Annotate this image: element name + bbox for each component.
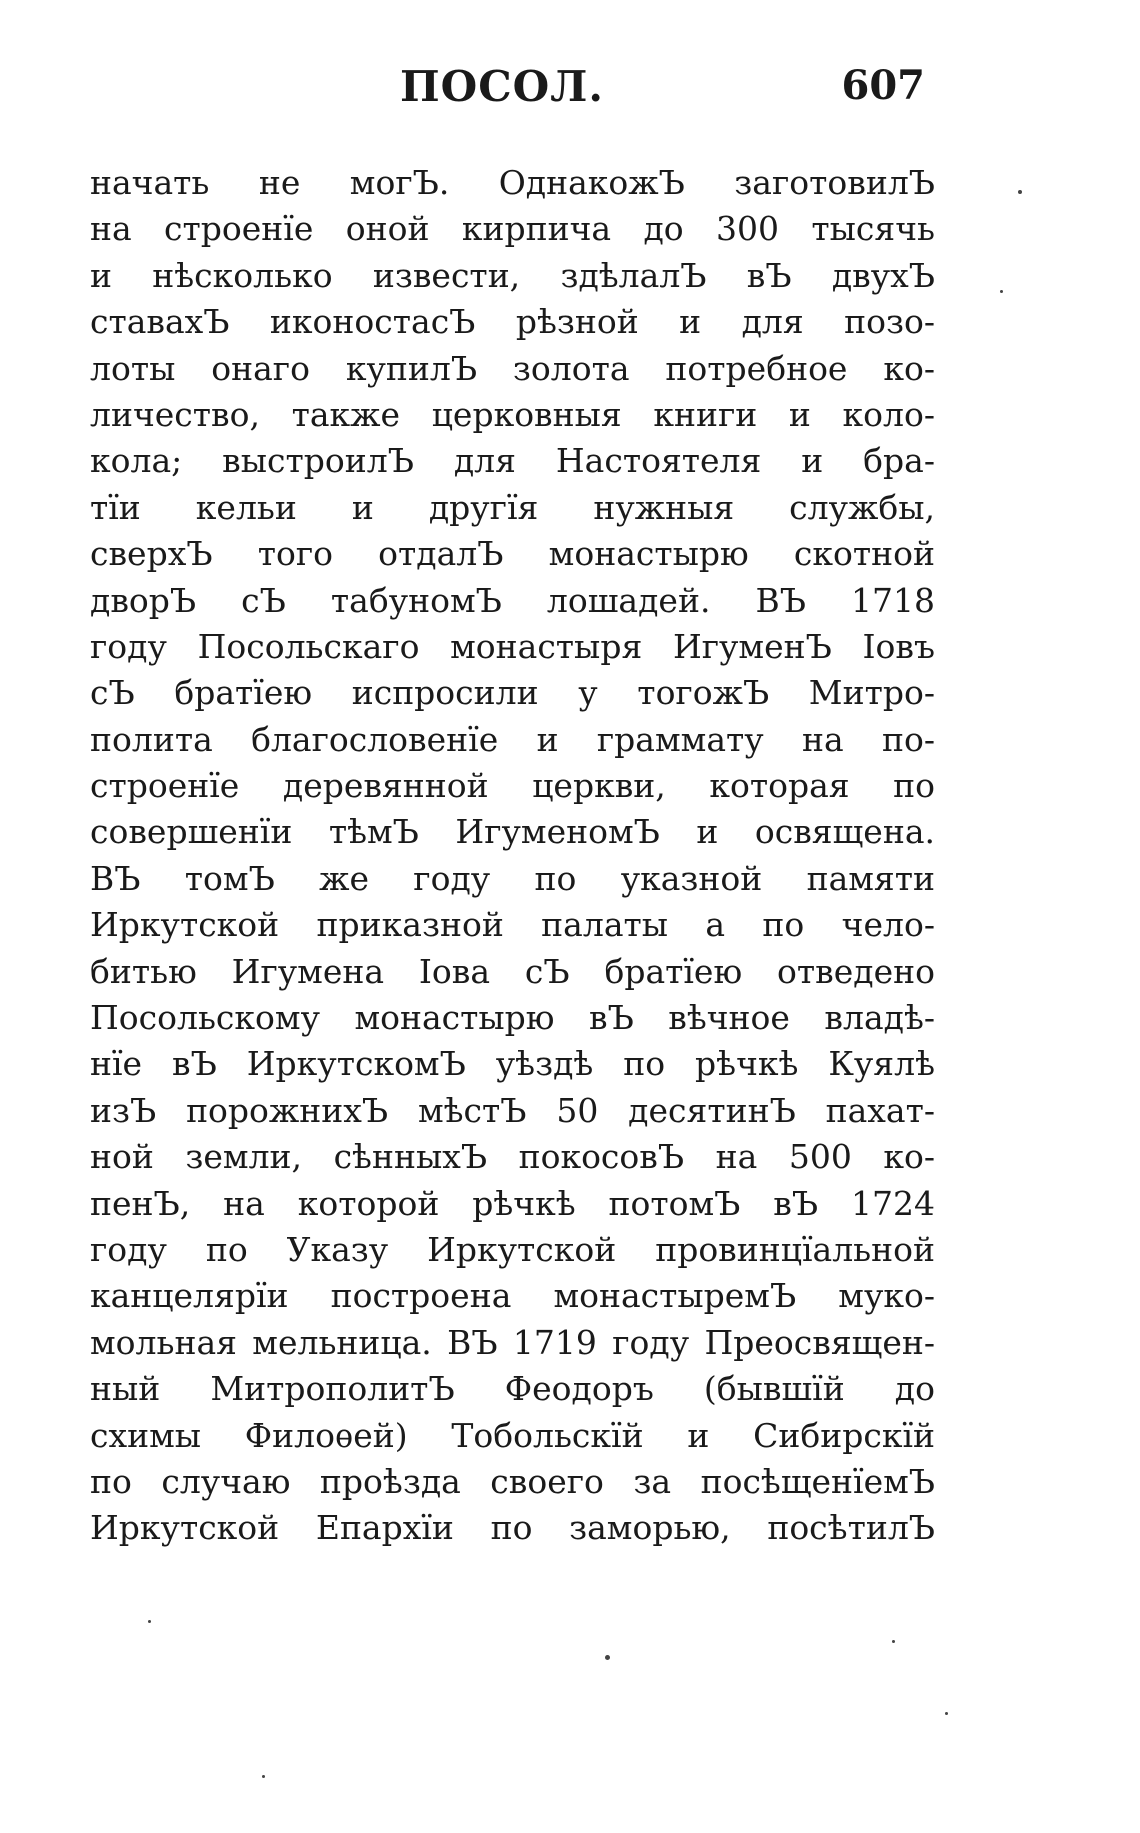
text-line: изЪ порожнихЪ мѣстЪ 50 десятинЪ пахат- — [90, 1090, 935, 1130]
text-line: начать не могЪ. ОднакожЪ заготовилЪ — [90, 163, 935, 202]
scan-speck — [892, 1640, 895, 1643]
text-line: мольная мельница. ВЪ 1719 году Преосвящен- — [90, 1322, 935, 1362]
text-line: и нѣсколько извести, здѣлалЪ вЪ двухЪ — [90, 255, 935, 295]
text-line: канцелярїи построена монастыремЪ муко- — [90, 1276, 935, 1316]
text-line: Иркутской Епархїи по заморью, посѣтилЪ — [90, 1508, 935, 1548]
text-line: сверхЪ того отдалЪ монастырю скотной — [90, 534, 935, 574]
text-line: ставахЪ иконостасЪ рѣзной и для позо- — [90, 302, 935, 342]
body-text — [90, 160, 935, 1552]
running-title: ПОСОЛ. — [400, 62, 605, 111]
text-line: Иркутской приказной палаты а по чело- — [90, 905, 935, 945]
text-line: дворЪ сЪ табуномЪ лошадей. ВЪ 1718 — [90, 580, 935, 620]
page-header — [90, 62, 935, 122]
text-line: пенЪ, на которой рѣчкѣ потомЪ вЪ 1724 — [90, 1183, 935, 1223]
text-line: схимы Филоѳей) Тобольскїй и Сибирскїй — [90, 1415, 935, 1455]
text-line: сЪ братїею испросили у тогожЪ Митро- — [90, 673, 935, 713]
text-line: личество, также церковныя книги и коло- — [90, 394, 935, 434]
text-line: на строенїе оной кирпича до 300 тысячь — [90, 209, 935, 249]
scan-speck — [148, 1620, 151, 1623]
text-line: по случаю проѣзда своего за посѣщенїемЪ — [90, 1461, 935, 1501]
text-line: кола; выстроилЪ для Настоятеля и бра- — [90, 441, 935, 481]
scan-speck — [1018, 190, 1022, 194]
scan-speck — [1000, 290, 1003, 293]
text-line: ВЪ томЪ же году по указной памяти — [90, 858, 935, 898]
scan-speck — [605, 1655, 610, 1660]
text-line: году Посольскаго монастыря ИгуменЪ Іовъ — [90, 626, 935, 666]
text-line: году по Указу Иркутской провинцїальной — [90, 1229, 935, 1269]
text-line: совершенїи тѣмЪ ИгуменомЪ и освящена. — [90, 812, 935, 852]
text-line: ной земли, сѣнныхЪ покосовЪ на 500 ко- — [90, 1137, 935, 1177]
page-number: 607 — [841, 62, 925, 109]
text-line: полита благословенїе и граммату на по- — [90, 719, 935, 759]
text-line: ный МитрополитЪ Феодоръ (бывшїй до — [90, 1369, 935, 1409]
scan-speck — [945, 1712, 948, 1715]
text-line: лоты онаго купилЪ золота потребное ко- — [90, 348, 935, 388]
text-line: тїи кельи и другїя нужныя службы, — [90, 487, 935, 527]
text-line: Посольскому монастырю вЪ вѣчное владѣ- — [90, 998, 935, 1038]
text-line: битью Игумена Іова сЪ братїею отведено — [90, 951, 935, 991]
text-line: нїе вЪ ИркутскомЪ уѣздѣ по рѣчкѣ Куялѣ — [90, 1044, 935, 1084]
text-line: строенїе деревянной церкви, которая по — [90, 766, 935, 806]
scan-speck — [262, 1775, 265, 1778]
